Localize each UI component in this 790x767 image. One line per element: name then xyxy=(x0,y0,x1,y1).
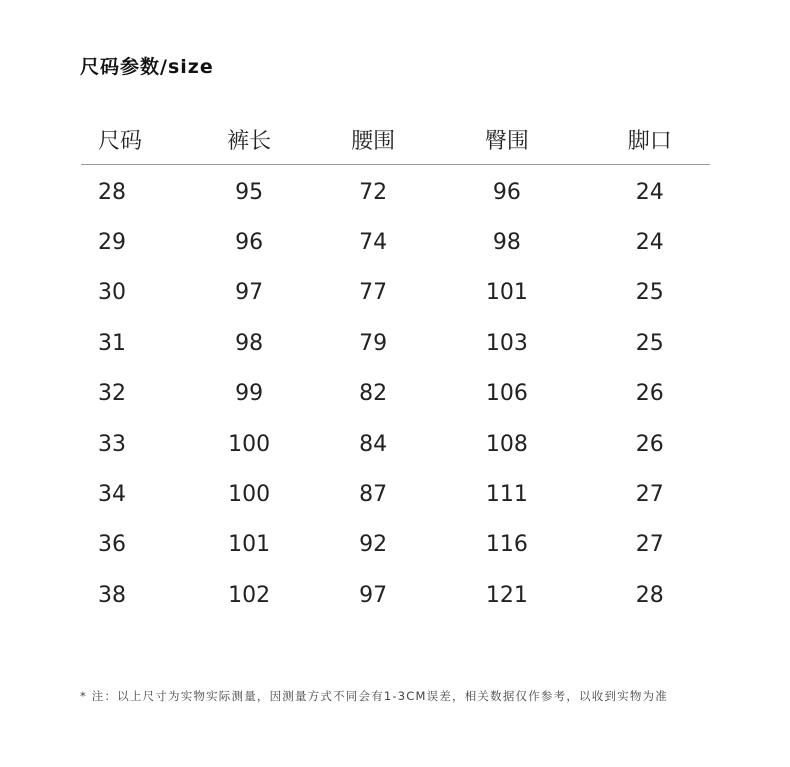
table-cell: 96 xyxy=(492,179,521,205)
column-header-hem: 脚口 xyxy=(590,118,710,165)
table-row xyxy=(81,217,710,267)
table-row xyxy=(81,570,710,620)
table-cell: 97 xyxy=(359,582,388,608)
table-row xyxy=(81,318,710,368)
table-cell: 111 xyxy=(485,482,528,508)
table-cell: 106 xyxy=(485,381,528,407)
table-cell: 25 xyxy=(635,280,664,306)
table-row xyxy=(81,419,710,469)
table-cell: 72 xyxy=(359,179,388,205)
table-cell: 116 xyxy=(485,532,528,558)
table-cell: 26 xyxy=(635,381,664,407)
column-header-length: 裤长 xyxy=(176,118,322,165)
table-cell: 32 xyxy=(98,381,126,407)
table-cell: 74 xyxy=(359,230,388,256)
page-title: 尺码参数/size xyxy=(80,56,214,78)
table-row xyxy=(81,165,710,218)
table-cell: 95 xyxy=(235,179,264,205)
table-cell: 26 xyxy=(635,431,664,457)
column-header-hip: 臀围 xyxy=(424,118,589,165)
table-cell: 108 xyxy=(485,431,528,457)
table-cell: 98 xyxy=(492,230,521,256)
table-cell: 77 xyxy=(359,280,388,306)
table-cell: 28 xyxy=(635,582,664,608)
table-cell: 101 xyxy=(485,280,528,306)
table-cell: 29 xyxy=(98,230,126,256)
table-cell: 92 xyxy=(359,532,388,558)
table-cell: 97 xyxy=(235,280,264,306)
table-cell: 33 xyxy=(98,431,126,457)
table-cell: 102 xyxy=(228,582,271,608)
table-cell: 121 xyxy=(485,582,528,608)
table-row xyxy=(81,268,710,318)
table-cell: 87 xyxy=(359,482,388,508)
measurement-note: * 注：以上尺寸为实物实际测量，因测量方式不同会有1-3CM误差，相关数据仅作参考，以收到实物为准 xyxy=(80,689,668,703)
table-cell: 27 xyxy=(635,532,664,558)
table-cell: 36 xyxy=(98,532,126,558)
table-cell: 100 xyxy=(228,482,271,508)
table-cell: 99 xyxy=(235,381,264,407)
table-cell: 96 xyxy=(235,230,264,256)
table-header-row xyxy=(81,118,710,165)
table-cell: 25 xyxy=(635,330,664,356)
table-cell: 34 xyxy=(98,482,126,508)
table-cell: 100 xyxy=(228,431,271,457)
table-cell: 82 xyxy=(359,381,388,407)
size-table xyxy=(81,118,710,621)
table-cell: 24 xyxy=(635,230,664,256)
table-cell: 38 xyxy=(98,582,126,608)
table-row xyxy=(81,369,710,419)
table-cell: 84 xyxy=(359,431,388,457)
table-row xyxy=(81,469,710,519)
table-row xyxy=(81,520,710,570)
table-cell: 98 xyxy=(235,330,264,356)
table-cell: 28 xyxy=(98,179,126,205)
table-cell: 27 xyxy=(635,482,664,508)
column-header-waist: 腰围 xyxy=(322,118,424,165)
table-cell: 30 xyxy=(98,280,126,306)
table-cell: 31 xyxy=(98,330,126,356)
table-cell: 101 xyxy=(228,532,271,558)
table-cell: 103 xyxy=(485,330,528,356)
table-cell: 79 xyxy=(359,330,388,356)
column-header-size: 尺码 xyxy=(81,118,176,165)
table-cell: 24 xyxy=(635,179,664,205)
